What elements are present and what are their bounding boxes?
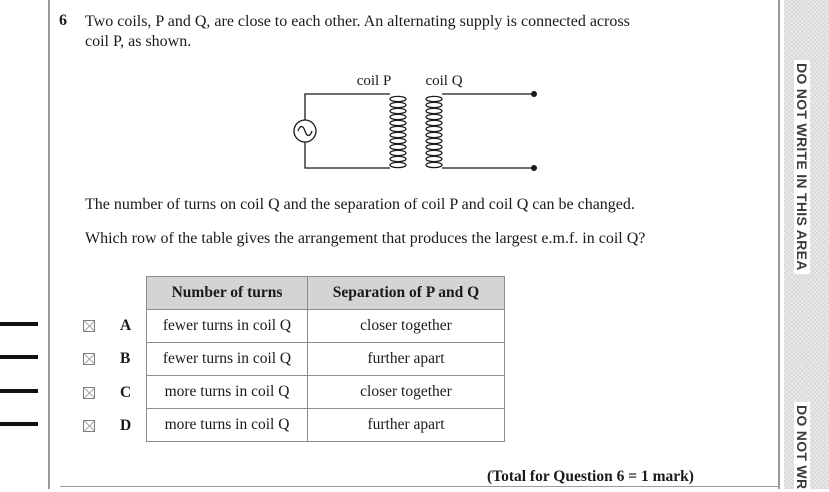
sine-wave-icon — [298, 127, 312, 136]
question-paragraph-2: Which row of the table gives the arrangement that produces the largest e.m.f. in coil Q? — [85, 230, 646, 247]
table-row — [147, 409, 505, 442]
separation-cell: further apart — [308, 343, 505, 376]
table-header-row — [147, 277, 505, 310]
option-letter-a: A — [120, 317, 132, 334]
option-letter-c: C — [120, 384, 132, 401]
column-header: Number of turns — [147, 277, 308, 310]
margin-tick-mark — [0, 389, 38, 393]
turns-cell: more turns in coil Q — [147, 409, 308, 442]
coil-p-label: coil P — [356, 73, 392, 89]
margin-tick-mark — [0, 422, 38, 426]
separation-cell: closer together — [308, 376, 505, 409]
turns-cell: fewer turns in coil Q — [147, 343, 308, 376]
column-header: Separation of P and Q — [308, 277, 505, 310]
answer-checkbox-c[interactable] — [83, 387, 95, 399]
question-total-marks: (Total for Question 6 = 1 mark) — [487, 468, 694, 485]
question-text-line-2: coil P, as shown. — [85, 33, 192, 50]
right-margin-rule — [778, 0, 780, 489]
table-row — [147, 310, 505, 343]
question-paragraph-1: The number of turns on coil Q and the separation of coil P and coil Q can be changed. — [85, 196, 635, 213]
question-number: 6 — [59, 12, 67, 29]
coil-q — [426, 96, 442, 167]
do-not-write-label: DO NOT WRITE IN THIS AREA — [794, 60, 810, 274]
terminal-dot-bottom — [531, 165, 537, 171]
table-row — [147, 343, 505, 376]
left-margin-rule — [48, 0, 50, 489]
turns-cell: fewer turns in coil Q — [147, 310, 308, 343]
coil-q-label: coil Q — [425, 73, 463, 89]
question-text-line-1: Two coils, P and Q, are close to each other. An alternating supply is connected across — [85, 13, 630, 30]
option-letter-b: B — [120, 350, 131, 367]
bottom-rule — [60, 486, 778, 487]
circuit-diagram — [285, 68, 555, 178]
margin-tick-mark — [0, 322, 38, 326]
primary-wire-bottom — [305, 142, 390, 168]
primary-wire-top — [305, 94, 390, 120]
terminal-dot-top — [531, 91, 537, 97]
turns-cell: more turns in coil Q — [147, 376, 308, 409]
do-not-write-label-cut: DO NOT WR — [794, 402, 810, 492]
margin-tick-mark — [0, 355, 38, 359]
separation-cell: further apart — [308, 409, 505, 442]
answer-checkbox-a[interactable] — [83, 320, 95, 332]
options-table — [146, 276, 505, 442]
option-letter-d: D — [120, 417, 132, 434]
coil-p — [390, 96, 406, 167]
answer-checkbox-b[interactable] — [83, 353, 95, 365]
table-row — [147, 376, 505, 409]
separation-cell: closer together — [308, 310, 505, 343]
answer-checkbox-d[interactable] — [83, 420, 95, 432]
